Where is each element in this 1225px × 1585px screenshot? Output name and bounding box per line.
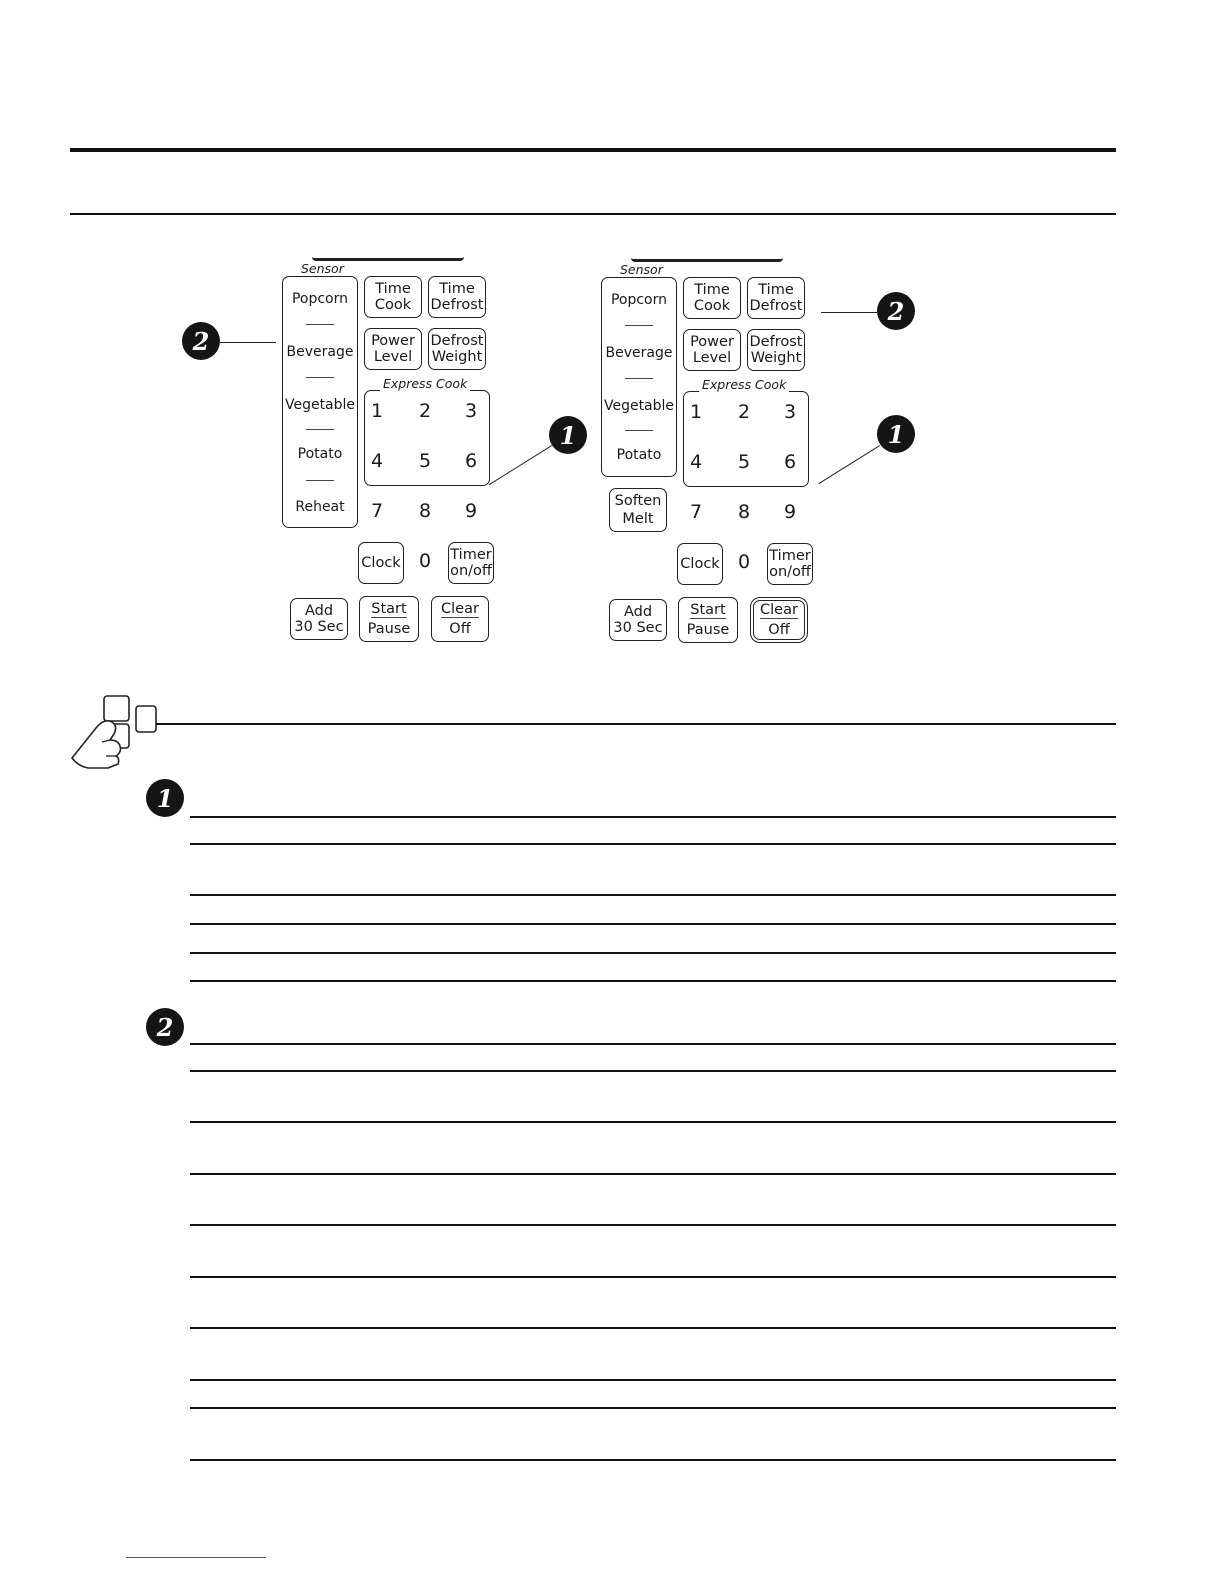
timer-line2: on/off: [769, 564, 811, 580]
section-1-badge: 1: [146, 779, 184, 817]
power-level-button[interactable]: [364, 328, 422, 370]
digit-8-button[interactable]: 8: [418, 500, 432, 522]
time-cook-line2: Cook: [374, 297, 412, 313]
sensor-divider: [306, 324, 334, 325]
hand-pressing-button-icon: [68, 692, 160, 772]
section-2-row-rule: [190, 1459, 1116, 1461]
section-2-row-rule: [190, 1407, 1116, 1409]
defrost-weight-line2: Weight: [750, 350, 802, 366]
time-cook-button[interactable]: [683, 277, 741, 319]
time-cook-line2: Cook: [693, 298, 731, 314]
digit-2-button[interactable]: 2: [737, 401, 751, 423]
soften-line1: Soften: [614, 493, 662, 509]
digit-1-button[interactable]: 1: [689, 401, 703, 423]
sensor-popcorn-button[interactable]: Popcorn: [291, 291, 349, 307]
timer-line1: Timer: [769, 548, 811, 564]
section-2-rule: [190, 1043, 1116, 1045]
sensor-label: Sensor: [298, 261, 347, 276]
clear-line2: Off: [449, 621, 471, 637]
clear-off-button[interactable]: [753, 600, 805, 640]
section-1-row-rule: [190, 894, 1116, 896]
start-line2: Pause: [367, 621, 411, 637]
digit-5-button[interactable]: 5: [418, 450, 432, 472]
clock-button[interactable]: Clock: [358, 542, 404, 584]
soften-melt-button[interactable]: [609, 488, 667, 532]
add-30-sec-button[interactable]: [290, 598, 348, 640]
soften-line2: Melt: [622, 511, 654, 527]
digit-9-button[interactable]: 9: [464, 500, 478, 522]
defrost-weight-button[interactable]: [428, 328, 486, 370]
sensor-divider: [625, 325, 653, 326]
defrost-weight-line1: Defrost: [430, 333, 484, 349]
section-2-row-rule: [190, 1379, 1116, 1381]
defrost-weight-button[interactable]: [747, 329, 805, 371]
clear-off-button[interactable]: [431, 596, 489, 642]
digit-8-button[interactable]: 8: [737, 501, 751, 523]
digit-2-button[interactable]: 2: [418, 400, 432, 422]
defrost-weight-line2: Weight: [431, 349, 483, 365]
timer-onoff-button[interactable]: [767, 543, 813, 585]
control-panel-left: [282, 254, 522, 654]
header-thin-rule: [70, 213, 1116, 215]
control-panel-right: [601, 255, 841, 655]
digit-4-button[interactable]: 4: [370, 450, 384, 472]
add-line2: 30 Sec: [294, 619, 344, 635]
sensor-divider: [306, 480, 334, 481]
section-rule-under-icon: [156, 723, 1116, 725]
section-2-row-rule: [190, 1224, 1116, 1226]
clear-line1: Clear: [760, 602, 798, 618]
section-1-row-rule: [190, 843, 1116, 845]
start-line1: Start: [690, 602, 726, 618]
footer-link-underline[interactable]: [126, 1557, 266, 1558]
panel-top-tab: [312, 254, 464, 261]
sensor-popcorn-button[interactable]: Popcorn: [610, 292, 668, 308]
sensor-beverage-button[interactable]: Beverage: [286, 344, 354, 360]
section-1-row-rule: [190, 952, 1116, 954]
digit-7-button[interactable]: 7: [370, 500, 384, 522]
digit-5-button[interactable]: 5: [737, 451, 751, 473]
callout-2-left-badge: 2: [182, 322, 220, 360]
sensor-divider: [306, 429, 334, 430]
clear-line1: Clear: [441, 601, 479, 617]
sensor-potato-button[interactable]: Potato: [297, 446, 343, 462]
sensor-vegetable-button[interactable]: Vegetable: [284, 397, 356, 413]
digit-0-button[interactable]: 0: [737, 551, 751, 573]
sensor-divider: [625, 430, 653, 431]
time-defrost-button[interactable]: [428, 276, 486, 318]
time-defrost-line2: Defrost: [749, 298, 803, 314]
add-line1: Add: [304, 603, 334, 619]
start-pause-button[interactable]: [359, 596, 419, 642]
time-defrost-button[interactable]: [747, 277, 805, 319]
timer-onoff-button[interactable]: [448, 542, 494, 584]
callout-2-right-leader: [821, 312, 877, 313]
power-level-line2: Level: [373, 349, 413, 365]
digit-1-button[interactable]: 1: [370, 400, 384, 422]
section-2-row-rule: [190, 1173, 1116, 1175]
power-level-button[interactable]: [683, 329, 741, 371]
express-cook-label: Express Cook: [699, 377, 789, 392]
power-level-line1: Power: [371, 333, 415, 349]
sensor-vegetable-button[interactable]: Vegetable: [603, 398, 675, 414]
section-2-row-rule: [190, 1070, 1116, 1072]
section-2-row-rule: [190, 1276, 1116, 1278]
time-defrost-line1: Time: [439, 281, 475, 297]
clear-line2: Off: [768, 622, 790, 638]
section-2-row-rule: [190, 1121, 1116, 1123]
sensor-beverage-button[interactable]: Beverage: [605, 345, 673, 361]
digit-7-button[interactable]: 7: [689, 501, 703, 523]
callout-2-right-badge: 2: [877, 292, 915, 330]
callout-1-right-badge: 1: [877, 415, 915, 453]
digit-3-button[interactable]: 3: [464, 400, 478, 422]
timer-line2: on/off: [450, 563, 492, 579]
start-line1: Start: [371, 601, 407, 617]
sensor-divider: [306, 377, 334, 378]
time-cook-line1: Time: [694, 282, 730, 298]
header-thick-rule: [70, 148, 1116, 152]
section-1-row-rule: [190, 923, 1116, 925]
digit-4-button[interactable]: 4: [689, 451, 703, 473]
callout-2-left-leader: [220, 342, 276, 343]
time-defrost-line1: Time: [758, 282, 794, 298]
add-line1: Add: [623, 604, 653, 620]
express-cook-label: Express Cook: [380, 376, 470, 391]
section-2-row-rule: [190, 1327, 1116, 1329]
power-level-line2: Level: [692, 350, 732, 366]
start-pause-button[interactable]: [678, 597, 738, 643]
time-defrost-line2: Defrost: [430, 297, 484, 313]
clock-button[interactable]: Clock: [677, 543, 723, 585]
digit-6-button[interactable]: 6: [464, 450, 478, 472]
section-2-badge: 2: [146, 1008, 184, 1046]
digit-9-button[interactable]: 9: [783, 501, 797, 523]
time-cook-line1: Time: [375, 281, 411, 297]
add-line2: 30 Sec: [613, 620, 663, 636]
callout-1-left-badge: 1: [549, 416, 587, 454]
panel-top-tab: [631, 255, 783, 262]
sensor-potato-button[interactable]: Potato: [616, 447, 662, 463]
digit-6-button[interactable]: 6: [783, 451, 797, 473]
section-1-rule: [190, 816, 1116, 818]
timer-line1: Timer: [450, 547, 492, 563]
defrost-weight-line1: Defrost: [749, 334, 803, 350]
digit-3-button[interactable]: 3: [783, 401, 797, 423]
power-level-line1: Power: [690, 334, 734, 350]
section-1-row-rule: [190, 980, 1116, 982]
sensor-label: Sensor: [617, 262, 666, 277]
start-line2: Pause: [686, 622, 730, 638]
add-30-sec-button[interactable]: [609, 599, 667, 641]
time-cook-button[interactable]: [364, 276, 422, 318]
sensor-reheat-button[interactable]: Reheat: [295, 499, 345, 515]
sensor-divider: [625, 378, 653, 379]
digit-0-button[interactable]: 0: [418, 550, 432, 572]
